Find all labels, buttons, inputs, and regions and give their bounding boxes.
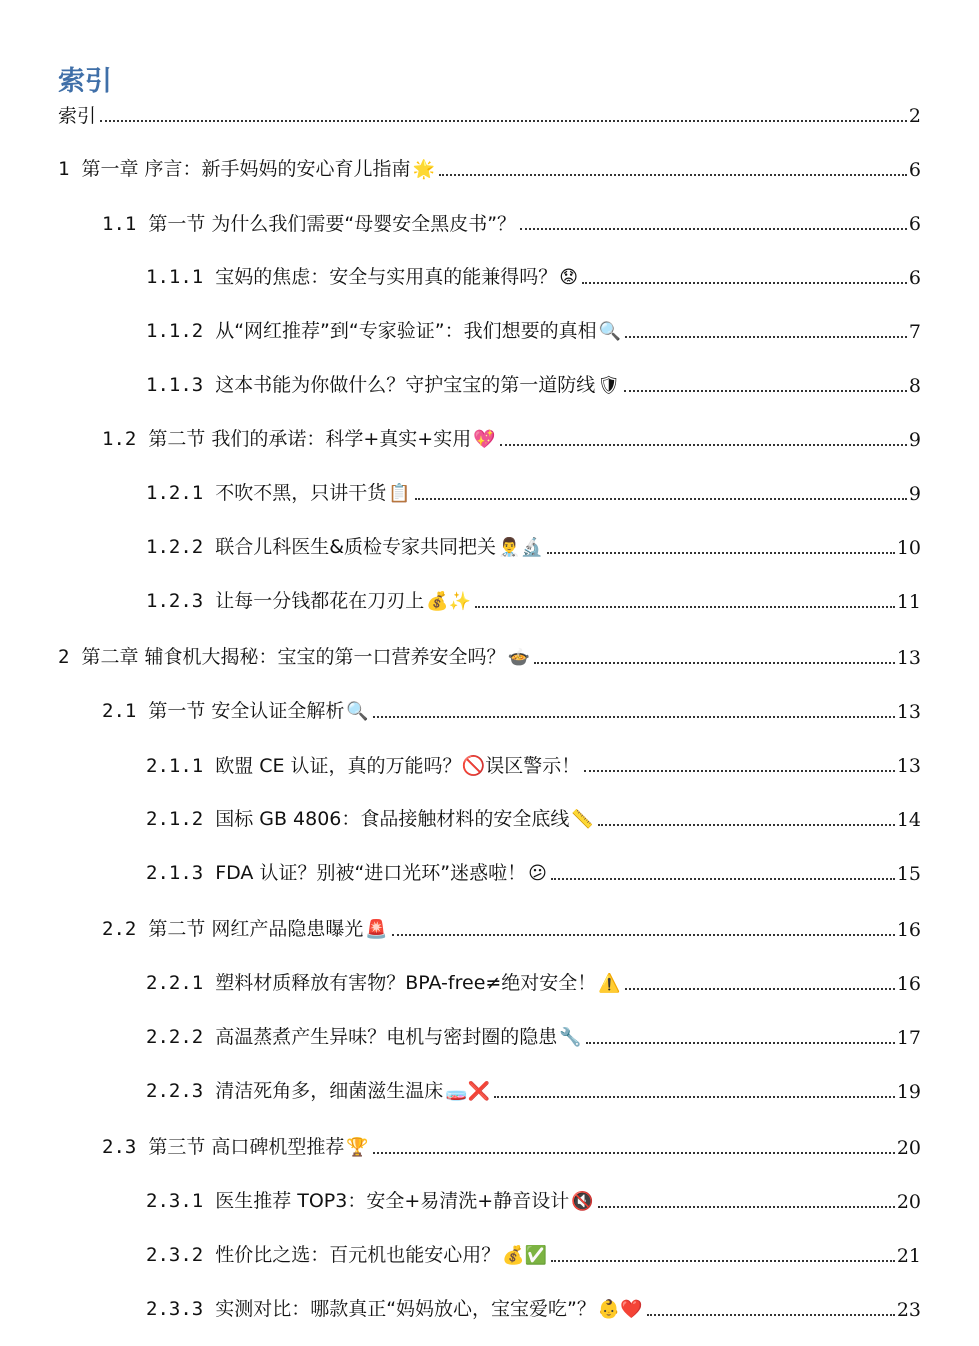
toc-entry-number: 2.1.1 <box>146 755 204 777</box>
toc-entry-title: 实测对比：哪款真正“妈妈放心，宝宝爱吃”？ <box>215 1298 596 1320</box>
emoji-icon: 🔍 <box>598 321 621 342</box>
dot-leader <box>624 390 907 392</box>
toc-entry-title: FDA 认证？别被“进口光环”迷惑啦！ <box>215 862 527 884</box>
toc-entry-label <box>146 373 620 398</box>
toc-entry-label <box>102 1135 369 1160</box>
toc-entry-label <box>58 104 96 128</box>
toc-entry-page-number: 13 <box>896 647 921 669</box>
toc-entry[interactable] <box>102 206 921 236</box>
toc-entry-page-number: 21 <box>896 1245 921 1267</box>
toc-entry[interactable] <box>146 314 921 344</box>
toc-entry-title: 这本书能为你做什么？守护宝宝的第一道防线 <box>215 374 596 396</box>
toc-entry-title: 性价比之选：百元机也能安心用？ <box>215 1244 501 1266</box>
toc-entry-label <box>146 1189 594 1214</box>
toc-entry[interactable] <box>146 1184 921 1214</box>
toc-entry[interactable] <box>102 694 921 724</box>
dot-leader <box>551 1260 895 1262</box>
toc-entry[interactable] <box>146 1020 921 1050</box>
dot-leader <box>547 552 895 554</box>
toc-entry[interactable] <box>146 260 921 290</box>
toc-entry-label <box>146 589 471 614</box>
toc-entry-page-number: 15 <box>896 863 921 885</box>
toc-entry-number: 1.1 <box>102 213 137 235</box>
dot-leader <box>625 336 907 338</box>
toc-entry-number: 1.2.1 <box>146 482 204 504</box>
toc-entry-page-number: 7 <box>908 321 921 343</box>
toc-entry-label <box>102 699 369 724</box>
toc-entry-label <box>58 157 435 182</box>
toc-entry-label <box>146 861 547 886</box>
toc-entry-number: 1.1.2 <box>146 320 204 342</box>
toc-entry[interactable] <box>146 1074 921 1104</box>
dot-leader <box>439 174 907 176</box>
dot-leader <box>582 282 907 284</box>
toc-entry-number: 1.2 <box>102 428 137 450</box>
toc-entry-number: 2.2.3 <box>146 1080 204 1102</box>
toc-entry[interactable] <box>102 912 921 942</box>
emoji-icon: 🔇 <box>571 1191 594 1212</box>
toc-entry-number: 2 <box>58 646 70 668</box>
toc-entry[interactable] <box>146 748 921 778</box>
emoji-icon: 📋 <box>388 483 411 504</box>
emoji-icon: 🔍 <box>346 701 369 722</box>
toc-entry-label <box>102 212 516 236</box>
toc-entry[interactable] <box>146 476 921 506</box>
toc-entry-title: 第二节 网红产品隐患曝光 <box>148 918 364 940</box>
emoji-icon: 🧫❌ <box>445 1081 491 1102</box>
dot-leader <box>551 878 895 880</box>
toc-entry-title: 欧盟 CE 认证，真的万能吗？🚫误区警示！ <box>215 755 581 777</box>
toc-entry-label <box>102 427 496 452</box>
toc-entry-page-number: 14 <box>896 809 921 831</box>
toc-entry-number: 2.2.2 <box>146 1026 204 1048</box>
toc-entry-title: 国标 GB 4806：食品接触材料的安全底线 <box>215 808 570 830</box>
toc-entry[interactable] <box>146 368 921 398</box>
toc-entry[interactable] <box>146 856 921 886</box>
toc-entry-number: 2.3.2 <box>146 1244 204 1266</box>
toc-entry-title: 医生推荐 TOP3：安全+易清洗+静音设计 <box>215 1190 570 1212</box>
toc-entry-number: 2.3 <box>102 1136 137 1158</box>
toc-entry-page-number: 16 <box>896 973 921 995</box>
toc-entry-title: 联合儿科医生&质检专家共同把关 <box>215 536 497 558</box>
dot-leader <box>534 662 895 664</box>
dot-leader <box>598 824 895 826</box>
toc-entry-page-number: 13 <box>896 755 921 777</box>
toc-entry-number: 1.2.3 <box>146 590 204 612</box>
emoji-icon: 💰✅ <box>502 1245 548 1266</box>
toc-entry-page-number: 9 <box>908 429 921 451</box>
toc-entry-page-number: 6 <box>908 159 921 181</box>
emoji-icon: 😕 <box>528 863 547 884</box>
dot-leader <box>520 228 907 230</box>
toc-entry-title: 高温蒸煮产生异味？电机与密封圈的隐患 <box>215 1026 558 1048</box>
dot-leader <box>584 770 895 772</box>
toc-entry-page-number: 11 <box>896 591 921 613</box>
toc-entry-label <box>102 917 388 942</box>
page-title: 索引 <box>58 66 112 97</box>
toc-entry-number: 2.1 <box>102 700 137 722</box>
toc-entry[interactable] <box>146 530 921 560</box>
emoji-icon: 😟 <box>559 267 578 288</box>
toc-entry-label <box>146 971 621 996</box>
dot-leader <box>373 1152 895 1154</box>
toc-entry-page-number: 16 <box>896 919 921 941</box>
toc-entry-page-number: 6 <box>908 267 921 289</box>
dot-leader <box>598 1206 895 1208</box>
dot-leader <box>100 120 907 122</box>
dot-leader <box>373 716 895 718</box>
toc-entry-label <box>146 754 580 778</box>
dot-leader <box>586 1042 895 1044</box>
toc-entry-number: 1.1.1 <box>146 266 204 288</box>
toc-entry[interactable] <box>146 1292 921 1322</box>
emoji-icon: 🛡 <box>597 375 621 396</box>
toc-entry-page-number: 23 <box>896 1299 921 1321</box>
toc-entry-page-number: 8 <box>908 375 921 397</box>
dot-leader <box>415 498 907 500</box>
emoji-icon: 👨‍⚕️🔬 <box>498 537 543 558</box>
toc-entry-title: 塑料材质释放有害物？BPA-free≠绝对安全！ <box>215 972 597 994</box>
toc-entry-number: 2.2 <box>102 918 137 940</box>
toc-entry[interactable] <box>146 584 921 614</box>
toc-entry[interactable] <box>146 966 921 996</box>
toc-entry-title: 让每一分钱都花在刀刃上 <box>215 590 425 612</box>
dot-leader <box>625 988 895 990</box>
toc-entry[interactable] <box>58 640 921 670</box>
toc-entry-number: 2.2.1 <box>146 972 204 994</box>
dot-leader <box>500 444 907 446</box>
toc-entry-title: 第二节 我们的承诺：科学+真实+实用 <box>148 428 472 450</box>
toc-entry-page-number: 19 <box>896 1081 921 1103</box>
toc-entry-title: 第一章 序言：新手妈妈的安心育儿指南 <box>81 158 411 180</box>
toc-entry-label <box>146 1025 582 1050</box>
toc-entry-title: 清洁死角多，细菌滋生温床 <box>215 1080 444 1102</box>
dot-leader <box>392 934 895 936</box>
emoji-icon: 🍲 <box>507 647 530 668</box>
toc-entry-number: 2.1.2 <box>146 808 204 830</box>
toc-entry-label <box>146 807 594 832</box>
emoji-icon: 🏆 <box>346 1137 369 1158</box>
toc-entry-title: 宝妈的焦虑：安全与实用真的能兼得吗？ <box>215 266 558 288</box>
emoji-icon: 💰✨ <box>426 591 472 612</box>
toc-entry-label <box>146 1079 490 1104</box>
toc-entry-number: 1 <box>58 158 70 180</box>
toc-entry-title: 索引 <box>58 105 97 127</box>
toc-entry-page-number: 6 <box>908 213 921 235</box>
toc-entry-number: 2.3.1 <box>146 1190 204 1212</box>
toc-entry-page-number: 20 <box>896 1137 921 1159</box>
toc-entry-label <box>146 1243 547 1268</box>
toc-entry-title: 第二章 辅食机大揭秘：宝宝的第一口营养安全吗？ <box>81 646 506 668</box>
emoji-icon: 👶❤️ <box>597 1299 643 1320</box>
toc-entry-label <box>58 645 530 670</box>
toc-entry-label <box>146 265 578 290</box>
toc-entry-page-number: 13 <box>896 701 921 723</box>
toc-entry[interactable] <box>102 1130 921 1160</box>
toc-entry[interactable] <box>146 1238 921 1268</box>
toc-entry[interactable] <box>58 98 921 128</box>
toc-entry-title: 第三节 高口碑机型推荐 <box>148 1136 345 1158</box>
dot-leader <box>647 1314 895 1316</box>
toc-entry-page-number: 10 <box>896 537 921 559</box>
toc-entry-label <box>146 535 543 560</box>
toc-entry-number: 2.1.3 <box>146 862 204 884</box>
toc-entry-title: 第一节 为什么我们需要“母婴安全黑皮书”？ <box>148 213 517 235</box>
toc-entry-label <box>146 481 411 506</box>
emoji-icon: 🚨 <box>365 919 388 940</box>
toc-entry-title: 第一节 安全认证全解析 <box>148 700 345 722</box>
toc-entry-page-number: 2 <box>908 105 921 127</box>
dot-leader <box>494 1096 895 1098</box>
emoji-icon: 🔧 <box>559 1027 582 1048</box>
emoji-icon: ⚠️ <box>598 973 621 994</box>
toc-entry-number: 2.3.3 <box>146 1298 204 1320</box>
toc-entry-number: 1.1.3 <box>146 374 204 396</box>
toc-entry-title: 不吹不黑，只讲干货 <box>215 482 387 504</box>
toc-entry-title: 从“网红推荐”到“专家验证”：我们想要的真相 <box>215 320 597 342</box>
toc-entry-label <box>146 1297 643 1322</box>
emoji-icon: 🌟 <box>412 159 435 180</box>
dot-leader <box>475 606 895 608</box>
toc-entry-page-number: 17 <box>896 1027 921 1049</box>
toc-entry[interactable] <box>146 802 921 832</box>
toc-entry[interactable] <box>102 422 921 452</box>
emoji-icon: 💖 <box>473 429 496 450</box>
toc-entry[interactable] <box>58 152 921 182</box>
toc-entry-page-number: 20 <box>896 1191 921 1213</box>
toc-entry-page-number: 9 <box>908 483 921 505</box>
toc-entry-label <box>146 319 621 344</box>
emoji-icon: 📏 <box>571 809 594 830</box>
toc-entry-number: 1.2.2 <box>146 536 204 558</box>
